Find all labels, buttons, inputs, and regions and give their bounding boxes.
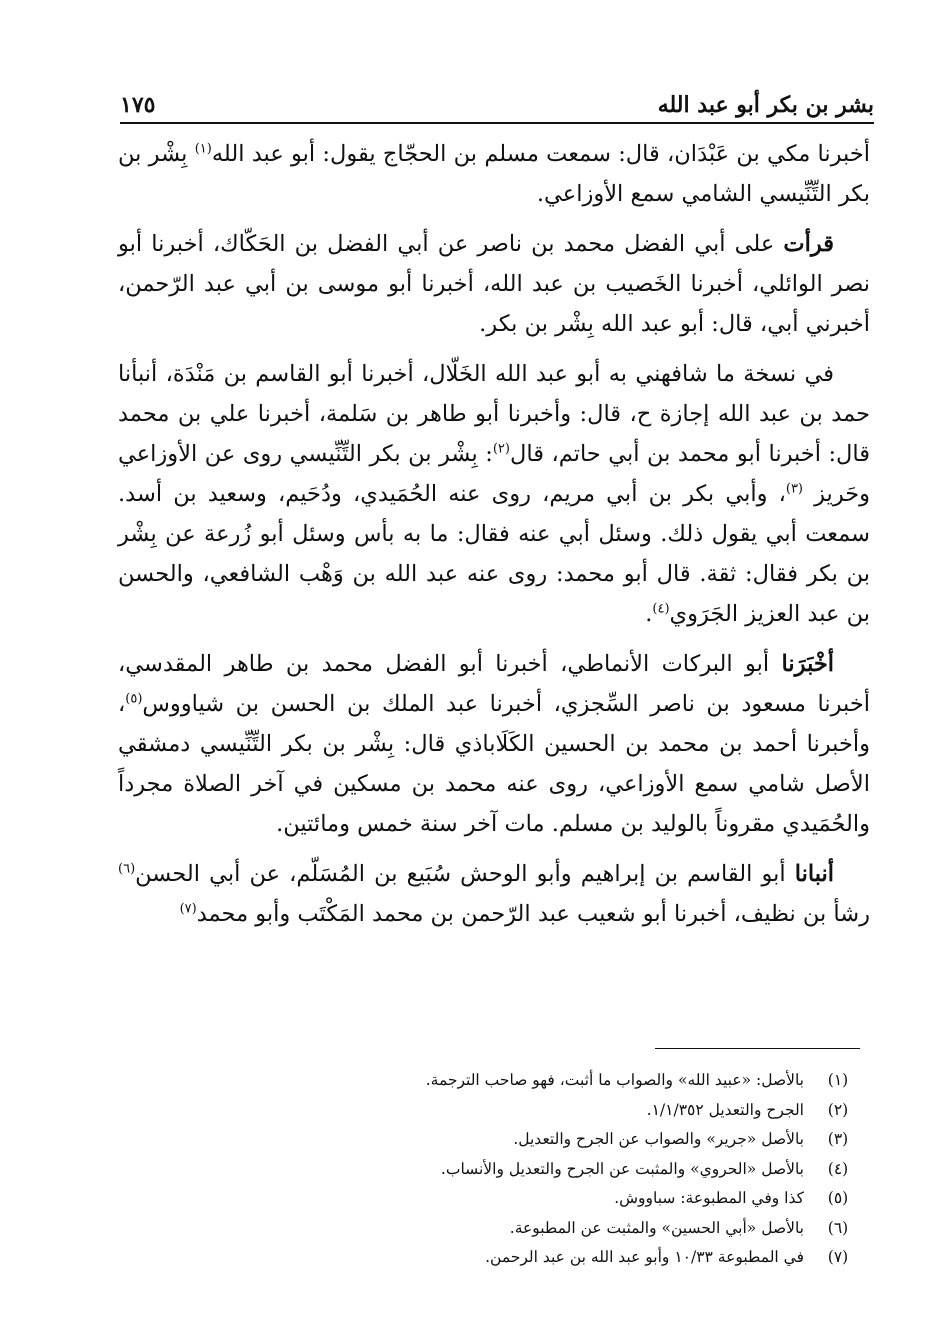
footnote-5	[118, 1184, 854, 1214]
footnote-number: (٣)	[827, 1130, 849, 1148]
footnote-number: (١)	[827, 1071, 849, 1089]
paragraph-5: أنبانا أبو القاسم بن إبراهيم وأبو الوحش سُبَيع بن المُسَلّم، عن أبي الحسن$^{(٦)}$ رشأ بن نظيف، أخبرنا أبو شعيب عبد الرّحمن بن محمد المَكْتَب وأبو محمد$^{(٧)}$	[118, 861, 870, 927]
footnote-divider	[655, 1048, 860, 1049]
footnote-text: بالأصل «جرير» والصواب عن الجرح والتعديل.	[513, 1130, 804, 1148]
paragraph-2: قرأت على أبي الفضل محمد بن ناصر عن أبي الفضل بن الحَكّاك، أخبرنا أبو نصر الوائلي، أخبرنا الخَصيب بن عبد الله، أخبرنا أبو موسى بن أبي عبد الرّحمن، أخبرني أبي، قال: أبو عبد الله بِشْر بن بكر.	[118, 231, 870, 337]
footnotes	[118, 1066, 854, 1273]
running-title: بشر بن بكر أبو عبد الله	[657, 92, 874, 118]
page-number: ١٧٥	[120, 92, 156, 118]
footnote-ref-7[interactable]: (٧)	[179, 901, 197, 917]
paragraph-4: أخْبَرَنا أبو البركات الأنماطي، أخبرنا أبو الفضل محمد بن طاهر المقدسي، أخبرنا مسعود بن ناصر السِّجزي، أخبرنا عبد الملك بن الحسن بن شياووس$^{(٥)}$، وأخبرنا أحمد بن محمد بن الحسين الكَلَاباذي قال: بِشْر بن بكر التِّنِّيسي دمشقي الأصل شامي سمع الأوزاعي، روى عنه محمد بن مسكين في آخر الصلاة مجرداً والحُمَيدي مقروناً بالوليد بن مسلم. مات آخر سنة خمس ومائتين.	[118, 651, 870, 837]
paragraph-3: في نسخة ما شافهني به أبو عبد الله الخَلّال، أخبرنا أبو القاسم بن مَنْدَة، أنبأنا حمد بن عبد الله إجازة ح، قال: وأخبرنا أبو طاهر بن سَلمة، أخبرنا علي بن محمد قال: أخبرنا أبو محمد بن أبي حاتم، قال$^{(٢)}$: بِشْر بن بكر التِّنِّيسي روى عن الأوزاعي وحَريز $^{(٣)}$، وأبي بكر بن أبي مريم، روى عنه الحُمَيدي، ودُحَيم، وسعيد بن أسد. سمعت أبي يقول ذلك. وسئل أبي عنه فقال: ما به بأس وسئل أبو زُرعة عن بِشْر بن بكر فقال: ثقة. قال أبو محمد: روى عنه عبد الله بن وَهْب الشافعي، والحسن بن عبد العزيز الجَرَوي$^{(٤)}$.	[118, 361, 871, 627]
footnote-number: (٦)	[827, 1218, 849, 1237]
paragraph-1: أخبرنا مكي بن عَبْدَان، قال: سمعت مسلم بن الحجّاج يقول: أبو عبد الله$^{(١)}$ بِشْر بن بكر التِّنِّيسي الشامي سمع الأوزاعي.	[118, 141, 870, 207]
footnote-7	[118, 1243, 854, 1273]
footnote-number: (٤)	[827, 1159, 849, 1178]
footnote-number: (٢)	[827, 1100, 849, 1119]
footnote-ref-4[interactable]: (٤)	[652, 601, 670, 617]
footnote-ref-3[interactable]: (٣)	[785, 481, 803, 497]
page-header	[120, 76, 874, 124]
footnote-6	[118, 1214, 854, 1244]
footnote-text: بالأصل «الحروي» والمثبت عن الجرح والتعديل والأنساب.	[440, 1159, 804, 1178]
footnote-3	[118, 1125, 854, 1155]
footnote-text: الجرح والتعديل ١/١/٣٥٢.	[646, 1100, 804, 1119]
footnote-text: بالأصل «أبي الحسين» والمثبت عن المطبوعة.	[509, 1218, 804, 1237]
paragraph-lead: أخْبَرَنا	[781, 651, 835, 677]
footnote-ref-1[interactable]: (١)	[194, 141, 212, 157]
footnote-ref-2[interactable]: (٢)	[492, 441, 510, 457]
footnote-4	[118, 1155, 854, 1185]
footnote-text: بالأصل: «عبيد الله» والصواب ما أثبت، فهو صاحب الترجمة.	[425, 1071, 804, 1089]
footnote-2	[118, 1096, 854, 1126]
paragraph-lead: قرأت	[783, 231, 834, 257]
footnote-1	[118, 1066, 854, 1096]
footnote-ref-5[interactable]: (٥)	[125, 691, 143, 707]
footnote-number: (٧)	[827, 1248, 849, 1266]
footnote-number: (٥)	[827, 1189, 849, 1207]
footnote-text: في المطبوعة ١٠/٣٣ وأبو عبد الله بن عبد الرحمن.	[485, 1248, 804, 1266]
main-text	[118, 134, 870, 944]
footnote-ref-6[interactable]: (٦)	[118, 861, 136, 877]
paragraph-lead: أنبانا	[794, 861, 834, 887]
footnote-text: كذا وفي المطبوعة: سباووش.	[614, 1189, 804, 1207]
